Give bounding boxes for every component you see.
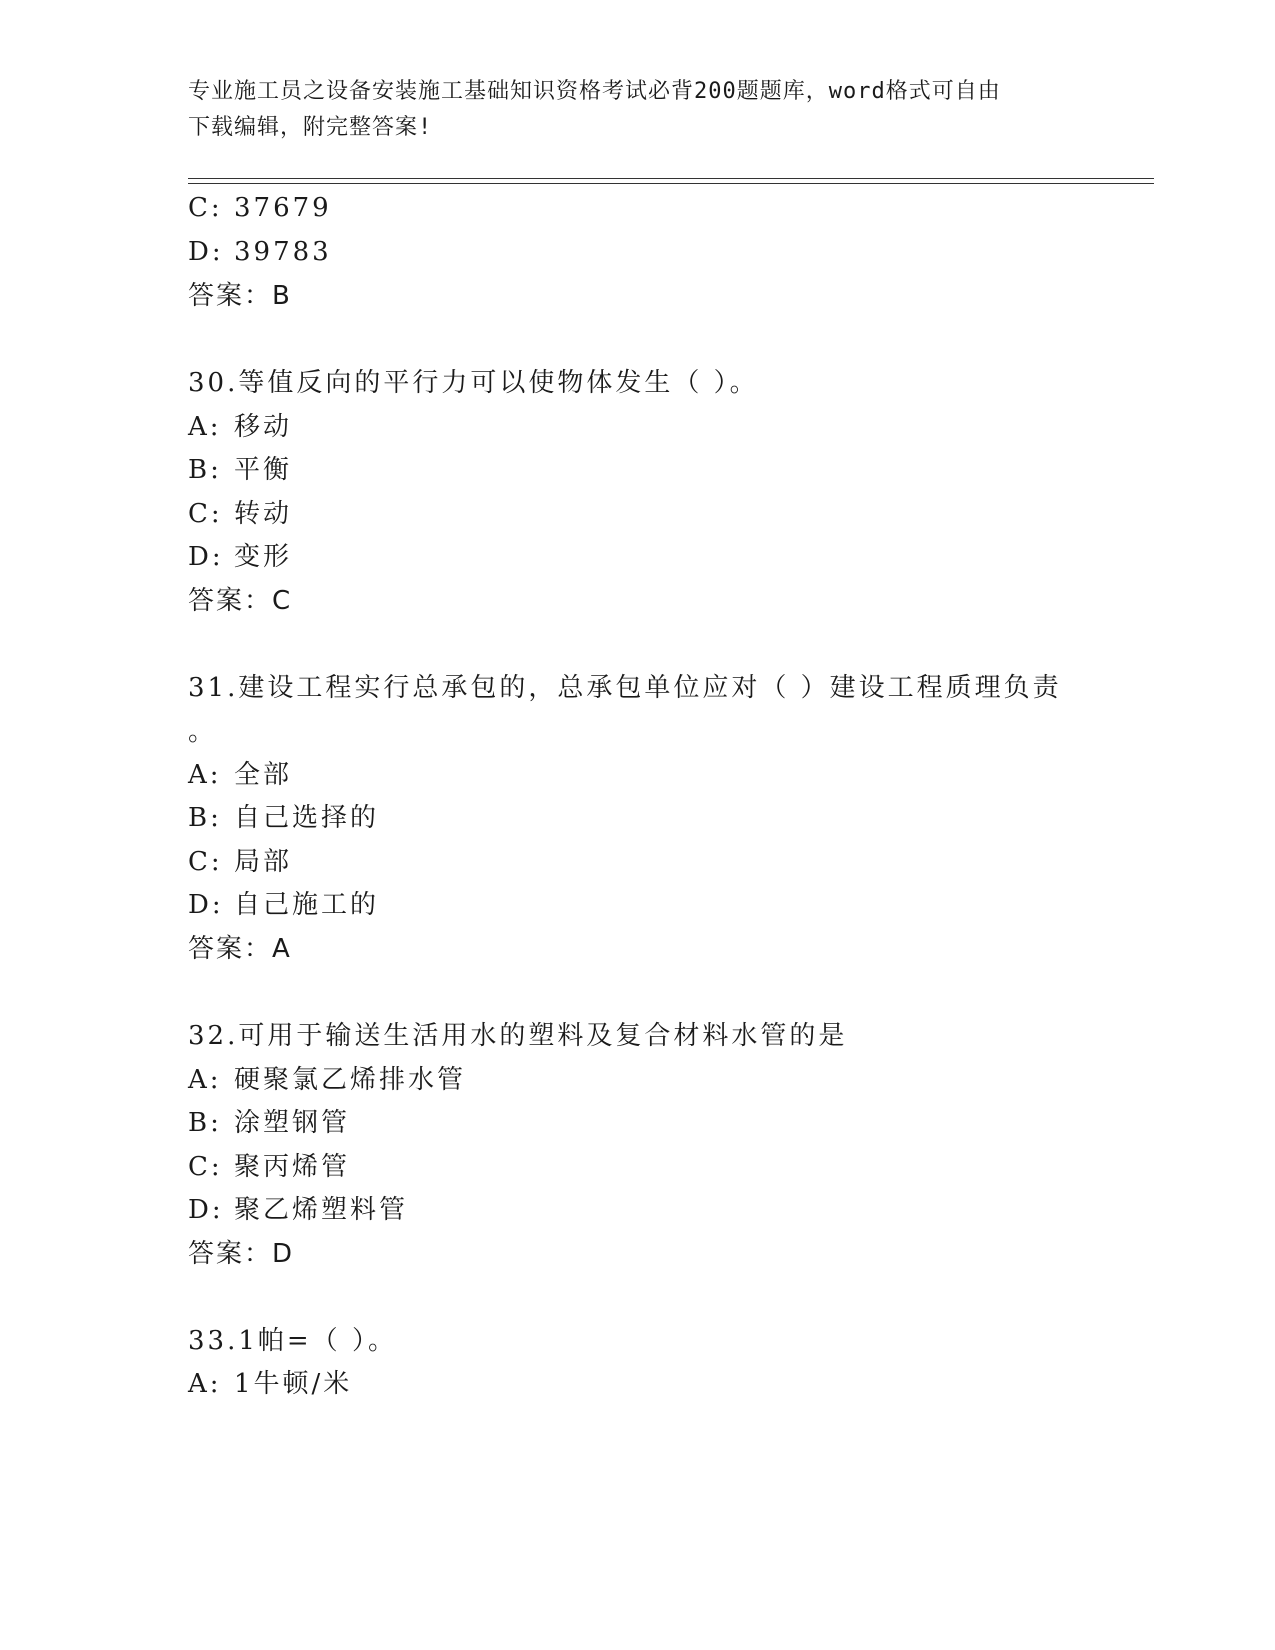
option-text: 全部 bbox=[234, 760, 293, 790]
option-label: D: bbox=[188, 1195, 224, 1225]
option-label: B: bbox=[188, 455, 222, 485]
option-text: 1牛顿/米 bbox=[234, 1369, 353, 1399]
answer-line: 答案：C bbox=[188, 586, 293, 616]
option-b bbox=[188, 801, 379, 835]
option-a bbox=[188, 410, 292, 444]
header-line-2: 下载编辑，附完整答案! bbox=[188, 115, 433, 140]
option-label: C: bbox=[188, 193, 223, 223]
question-stem: 33.1帕=（ ）。 bbox=[188, 1326, 397, 1356]
option-d bbox=[188, 540, 292, 574]
option-text: 39783 bbox=[234, 237, 332, 267]
question-stem: 30.等值反向的平行力可以使物体发生（ ）。 bbox=[188, 368, 759, 398]
option-text: 局部 bbox=[234, 847, 293, 877]
option-a bbox=[188, 1063, 466, 1097]
question-stem-continuation: 。 bbox=[188, 717, 218, 747]
option-text: 聚乙烯塑料管 bbox=[234, 1195, 409, 1225]
option-label: B: bbox=[188, 1108, 222, 1138]
option-text: 移动 bbox=[234, 412, 293, 442]
option-text: 涂塑钢管 bbox=[234, 1108, 351, 1138]
header-divider-bottom bbox=[188, 183, 1154, 184]
answer-line: 答案：D bbox=[188, 1239, 295, 1269]
option-label: D: bbox=[188, 890, 224, 920]
option-a bbox=[188, 1367, 352, 1401]
option-text: 变形 bbox=[234, 542, 293, 572]
document-header bbox=[188, 74, 1088, 146]
option-text: 自己施工的 bbox=[234, 890, 380, 920]
option-a bbox=[188, 758, 292, 792]
option-label: B: bbox=[188, 803, 222, 833]
answer-line: 答案：B bbox=[188, 281, 292, 311]
option-c bbox=[188, 497, 292, 531]
option-d bbox=[188, 1193, 408, 1227]
option-label: C: bbox=[188, 1152, 223, 1182]
question-stem: 31.建设工程实行总承包的，总承包单位应对（ ）建设工程质理负责 bbox=[188, 673, 1062, 703]
option-label: A: bbox=[188, 1065, 222, 1095]
option-d bbox=[188, 235, 332, 269]
option-text: 37679 bbox=[234, 193, 332, 223]
option-label: C: bbox=[188, 847, 223, 877]
header-divider-top bbox=[188, 178, 1154, 179]
option-label: D: bbox=[188, 542, 224, 572]
option-c bbox=[188, 191, 332, 225]
header-line-1: 专业施工员之设备安装施工基础知识资格考试必背200题题库，word格式可自由 bbox=[188, 79, 1001, 104]
answer-line: 答案：A bbox=[188, 934, 292, 964]
option-label: A: bbox=[188, 1369, 222, 1399]
option-d bbox=[188, 888, 379, 922]
option-c bbox=[188, 1150, 350, 1184]
option-text: 转动 bbox=[234, 499, 293, 529]
option-label: A: bbox=[188, 760, 222, 790]
option-c bbox=[188, 845, 292, 879]
question-stem: 32.可用于输送生活用水的塑料及复合材料水管的是 bbox=[188, 1021, 848, 1051]
option-b bbox=[188, 1106, 350, 1140]
option-text: 平衡 bbox=[234, 455, 293, 485]
option-text: 聚丙烯管 bbox=[234, 1152, 351, 1182]
option-label: D: bbox=[188, 237, 224, 267]
option-label: A: bbox=[188, 412, 222, 442]
option-b bbox=[188, 453, 292, 487]
option-text: 硬聚氯乙烯排水管 bbox=[234, 1065, 467, 1095]
option-label: C: bbox=[188, 499, 223, 529]
option-text: 自己选择的 bbox=[234, 803, 380, 833]
